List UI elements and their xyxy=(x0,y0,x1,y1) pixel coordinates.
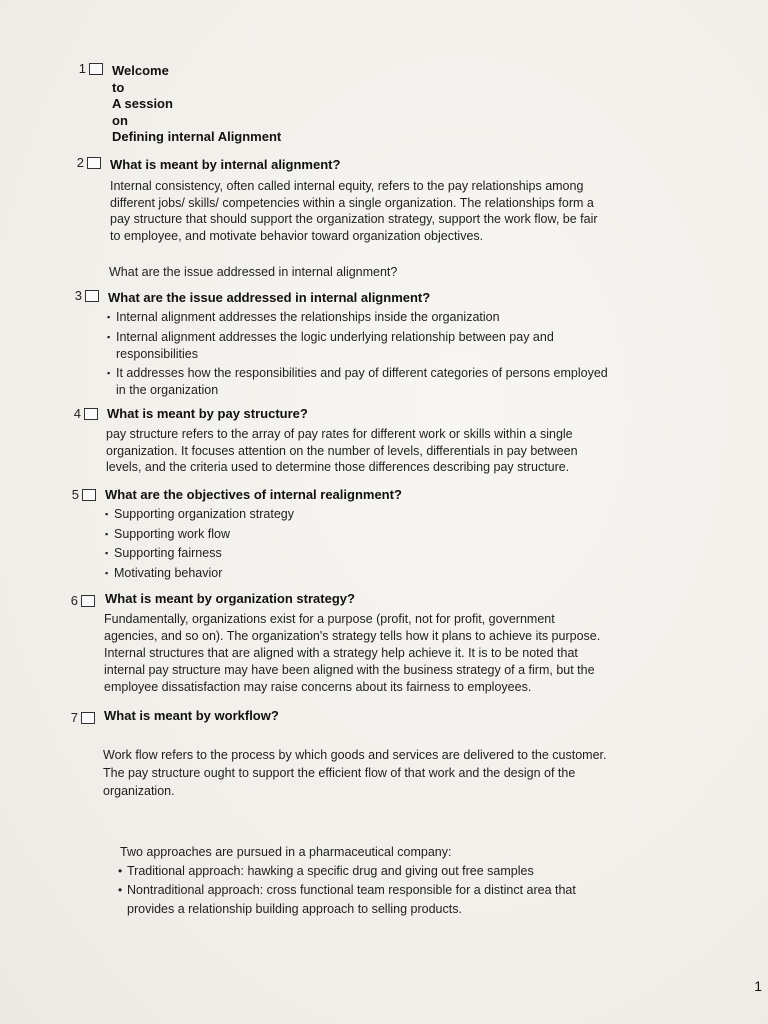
slide-number: 2 xyxy=(76,155,84,170)
paragraph-line: different jobs/ skills/ competencies within a single organization. The relationships form a xyxy=(110,195,594,210)
example-bullets xyxy=(118,862,576,919)
checkbox-square-icon xyxy=(81,712,95,724)
checkbox-square-icon xyxy=(85,290,99,302)
bullet-text: Internal alignment addresses the logic underlying relationship between pay and xyxy=(116,330,554,344)
checkbox-square-icon xyxy=(82,489,96,501)
list-item xyxy=(118,862,576,881)
example-intro: Two approaches are pursued in a pharmaceutical company: xyxy=(120,845,452,859)
checkbox-square-icon xyxy=(89,63,103,75)
title-line: Defining internal Alignment xyxy=(112,129,282,144)
bullet-text: Motivating behavior xyxy=(114,565,223,580)
paragraph-line: Work flow refers to the process by which goods and services are delivered to the customer. xyxy=(103,748,607,762)
round-bullet-icon: • xyxy=(118,864,123,878)
section-3-bullets xyxy=(107,309,608,399)
bullet-text: in the organization xyxy=(116,383,219,397)
section-2-paragraph xyxy=(110,178,598,244)
bullet-text: Traditional approach: hawking a specific drug and giving out free samples xyxy=(127,864,534,878)
bullet-text: Nontraditional approach: cross functional team responsible for a distinct area that xyxy=(127,883,576,897)
section-6-paragraph xyxy=(104,611,600,696)
bullet-text: Internal alignment addresses the relationships inside the organization xyxy=(116,310,500,324)
round-bullet-icon: • xyxy=(118,883,123,897)
section-4-paragraph xyxy=(106,426,578,476)
list-item xyxy=(105,544,294,564)
square-bullet-icon: ▪ xyxy=(107,332,111,342)
square-bullet-icon: ▪ xyxy=(105,567,109,578)
paragraph-line: The pay structure ought to support the efficient flow of that work and the design of the xyxy=(103,766,576,780)
paragraph-line: Internal consistency, often called internal equity, refers to the pay relationships among xyxy=(110,179,584,193)
paragraph-line: to employee, and motivate behavior toward organization objectives. xyxy=(110,228,484,243)
paragraph-line: agencies, and so on). The organization's strategy tells how it plans to achieve its purpose. xyxy=(104,629,601,643)
checkbox-square-icon xyxy=(84,408,98,420)
paragraph-line: employee dissatisfaction may raise concerns about its fairness to employees. xyxy=(104,680,532,694)
slide-number: 7 xyxy=(70,710,78,725)
slide-number: 3 xyxy=(74,288,82,303)
bullet-text: Supporting organization strategy xyxy=(114,507,294,521)
bullet-text: Supporting fairness xyxy=(114,546,222,560)
slide-number: 6 xyxy=(70,593,78,608)
paragraph-line: levels, and the criteria used to determine those differences describing pay structure. xyxy=(106,460,570,474)
paragraph-line: pay structure that should support the organization strategy, support the work flow, be fair xyxy=(110,212,598,226)
checkbox-square-icon xyxy=(87,157,101,169)
section-3-title: What are the issue addressed in internal alignment? xyxy=(108,290,431,305)
title-line: Welcome xyxy=(112,63,169,78)
section-1-title xyxy=(112,63,281,146)
list-item xyxy=(107,329,608,363)
section-7-title: What is meant by workflow? xyxy=(104,708,279,723)
paragraph-line: Internal structures that are aligned with a strategy help achieve it. It is to be noted that xyxy=(104,646,578,660)
square-bullet-icon: ▪ xyxy=(107,368,111,378)
slide-number: 1 xyxy=(78,61,86,76)
paragraph-line: Fundamentally, organizations exist for a purpose (profit, not for profit, government xyxy=(104,612,555,626)
paragraph-line: pay structure refers to the array of pay rates for different work or skills within a single xyxy=(106,427,573,441)
square-bullet-icon: ▪ xyxy=(105,528,109,539)
section-2-followup: What are the issue addressed in internal alignment? xyxy=(109,265,398,279)
section-6-title: What is meant by organization strategy? xyxy=(105,591,355,606)
list-item xyxy=(107,365,608,399)
title-line: A session xyxy=(112,96,173,111)
square-bullet-icon: ▪ xyxy=(105,548,109,558)
paragraph-line: organization. It focuses attention on the number of levels, differentials in pay between xyxy=(106,443,578,458)
section-4-title: What is meant by pay structure? xyxy=(107,406,308,421)
section-5-bullets xyxy=(105,505,294,583)
list-item xyxy=(118,881,576,919)
section-7-paragraph xyxy=(103,746,606,800)
paragraph-line: internal pay structure may have been aligned with the business strategy of a firm, but the xyxy=(104,663,595,677)
bullet-text: provides a relationship building approach to selling products. xyxy=(127,902,462,916)
bullet-text: It addresses how the responsibilities and pay of different categories of persons employed xyxy=(116,366,608,380)
bullet-text: responsibilities xyxy=(116,347,198,361)
list-item xyxy=(105,505,294,525)
paragraph-line: organization. xyxy=(103,784,175,798)
checkbox-square-icon xyxy=(81,595,95,607)
section-5-title: What are the objectives of internal realignment? xyxy=(105,487,402,502)
list-item xyxy=(105,525,294,545)
title-line: to xyxy=(112,79,125,95)
slide-number: 5 xyxy=(71,487,79,502)
page-number: 1 xyxy=(754,978,762,994)
list-item xyxy=(107,309,608,326)
section-2-title: What is meant by internal alignment? xyxy=(110,157,341,172)
bullet-text: Supporting work flow xyxy=(114,526,231,541)
square-bullet-icon: ▪ xyxy=(107,312,111,322)
list-item xyxy=(105,564,294,584)
square-bullet-icon: ▪ xyxy=(105,509,109,519)
slide-number: 4 xyxy=(73,406,81,421)
title-line: on xyxy=(112,112,128,128)
